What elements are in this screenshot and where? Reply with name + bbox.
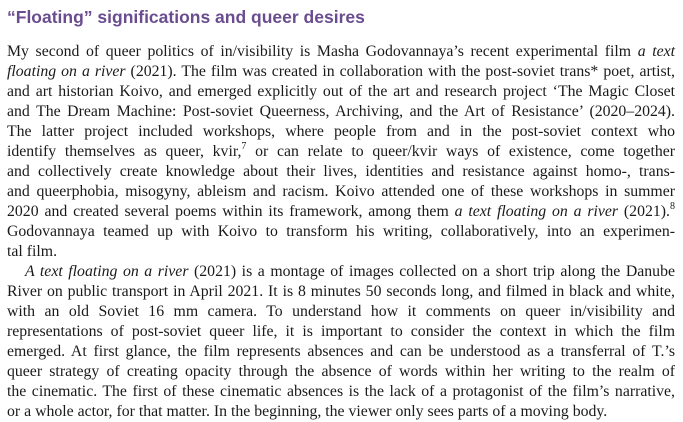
text-span: identify themselves as queer, kvir,: [7, 143, 242, 160]
text-span: 2020 and created several poems within its framework, among them: [7, 203, 455, 220]
text-line: [7, 322, 675, 342]
text-line: [7, 342, 675, 362]
text-span: queer strategy of creating opacity through the absence of words within her writing to the realm of: [7, 363, 675, 380]
text-line: [7, 222, 675, 242]
text-span: with an old Soviet 16 mm camera. To understand how it comments on queer in/visibility and: [7, 303, 675, 320]
text-line: [7, 62, 675, 82]
text-line: [7, 262, 675, 282]
text-line: [7, 142, 675, 162]
text-line: [7, 182, 675, 202]
italic-title: a text: [637, 43, 675, 60]
text-line: [7, 102, 675, 122]
text-span: representations of post-soviet queer life, it is important to consider the context in which the film: [7, 323, 675, 340]
text-span: The latter project included workshops, where people from and in the post-soviet context who: [7, 123, 675, 140]
text-line: [7, 382, 675, 402]
text-line: [7, 122, 675, 142]
text-span: or can relate to queer/kvir ways of existence, come together: [246, 143, 675, 160]
text-line: [7, 162, 675, 182]
text-line: [7, 202, 675, 222]
text-span: emerged. At first glance, the film represents absences and can be understood as a transferral of T.’s: [7, 343, 675, 360]
section-heading: “Floating” significations and queer desires: [7, 7, 365, 27]
text-line: [7, 402, 675, 422]
text-span: and queerphobia, misogyny, ableism and racism. Koivo attended one of these workshops in summer: [7, 183, 675, 200]
text-span: (2021).: [618, 203, 670, 220]
text-span: (2021) is a montage of images collected on a short trip along the Danube: [188, 263, 675, 280]
text-span: and art historian Koivo, and emerged explicitly out of the art and research project ‘The Magic Closet: [7, 83, 675, 100]
text-span: River on public transport in April 2021. It is 8 minutes 50 seconds long, and filmed in black and white,: [7, 283, 675, 300]
text-span: My second of queer politics of in/visibility is Masha Godovannaya’s recent experimental film: [7, 43, 638, 60]
text-span: and collectively create knowledge about their lives, identities and resistance against homo-, trans-: [7, 163, 675, 180]
text-span: Godovannaya teamed up with Koivo to transform his writing, collaboratively, into an experimen-: [7, 223, 675, 240]
italic-title: A text floating on a river: [25, 263, 189, 280]
text-span: (2021). The film was created in collaboration with the post-soviet trans* poet, artist,: [125, 63, 676, 80]
italic-title: a text floating on a river: [454, 203, 619, 220]
italic-title: floating on a river: [7, 63, 126, 80]
text-line: [7, 362, 675, 382]
text-line: [7, 302, 675, 322]
text-span: tal film.: [7, 243, 58, 260]
text-span: or a whole actor, for that matter. In the beginning, the viewer only sees parts of a moving body.: [7, 403, 608, 420]
text-span: and The Dream Machine: Post-soviet Queerness, Archiving, and the Art of Resistance’ (2020–2024).: [7, 103, 675, 120]
text-line: [7, 282, 675, 302]
text-line: [7, 82, 675, 102]
text-line: [7, 242, 675, 262]
footnote-marker[interactable]: 7: [241, 140, 247, 152]
footnote-marker[interactable]: 8: [670, 200, 675, 212]
text-span: the cinematic. The first of these cinematic absences is the lack of a protagonist of the film’s narrative,: [7, 383, 675, 400]
text-line: [7, 42, 675, 62]
